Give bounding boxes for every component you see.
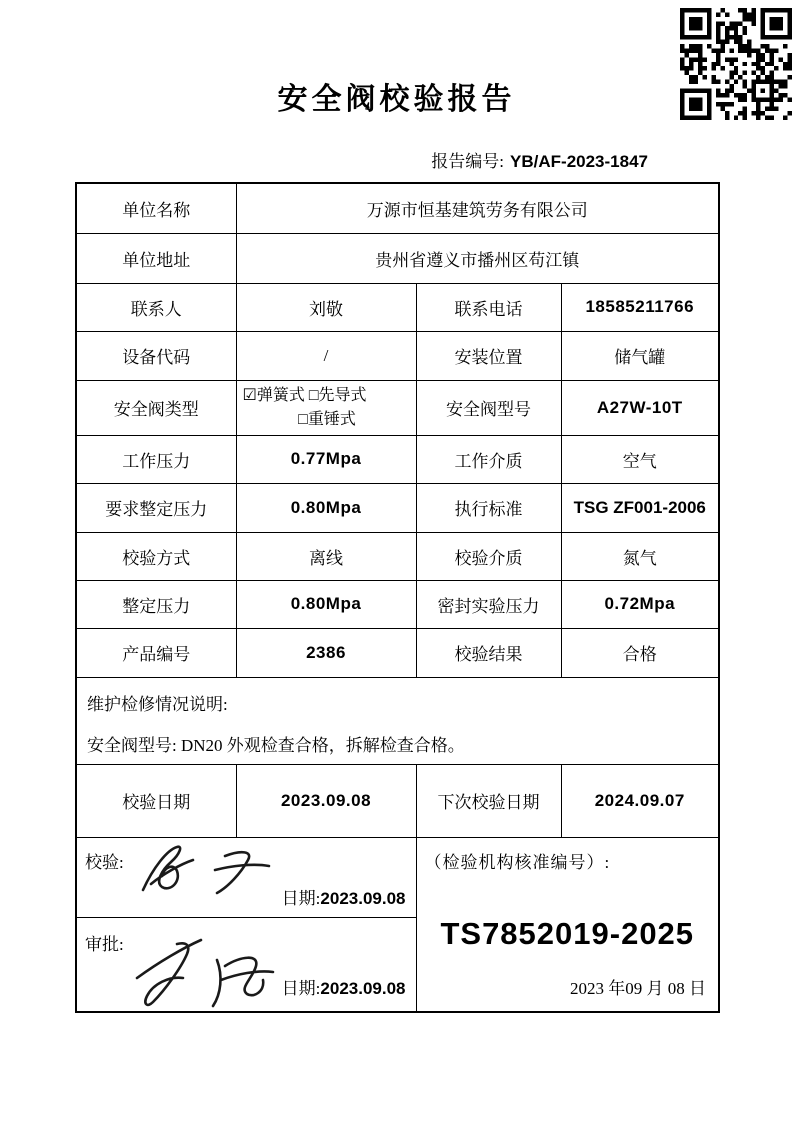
calibration-method-value: 离线 [236,532,416,580]
working-medium-label: 工作介质 [416,435,561,483]
row-required-set-pressure [76,483,719,532]
notes-content: 安全阀型号: DN20 外观检查合格，拆解检查合格。 [87,735,465,755]
approver-date: 日期:2023.09.08 [281,979,406,998]
standard-value: TSG ZF001-2006 [561,483,719,532]
report-table [75,182,720,1013]
result-label: 校验结果 [416,628,561,677]
valve-type-checkbox-line2: □重锤式 [298,410,356,428]
calibration-date-value: 2023.09.08 [236,764,416,837]
maintenance-notes [76,677,719,764]
approval-header: （检验机构核准编号）: [424,852,611,872]
row-product-no [76,628,719,677]
row-contact [76,283,719,331]
required-set-pressure-label: 要求整定压力 [76,483,236,532]
unit-address-label: 单位地址 [76,233,236,283]
next-calibration-date-label: 下次校验日期 [416,764,561,837]
row-calibrator-signature [76,837,719,917]
unit-address-value: 贵州省遵义市播州区苟江镇 [236,233,719,283]
unit-name-label: 单位名称 [76,183,236,233]
contact-label: 联系人 [76,283,236,331]
contact-value: 刘敬 [236,283,416,331]
install-location-value: 储气罐 [561,331,719,380]
equipment-code-label: 设备代码 [76,331,236,380]
set-pressure-value: 0.80Mpa [236,580,416,628]
report-number [431,147,648,172]
valve-model-value: A27W-10T [561,380,719,435]
unit-name-value: 万源市恒基建筑劳务有限公司 [236,183,719,233]
result-value: 合格 [561,628,719,677]
standard-label: 执行标准 [416,483,561,532]
working-pressure-value: 0.77Mpa [236,435,416,483]
phone-value: 18585211766 [561,283,719,331]
calibrator-label: 校验: [85,852,124,872]
approval-box [416,837,719,1012]
valve-model-label: 安全阀型号 [416,380,561,435]
install-location-label: 安装位置 [416,331,561,380]
row-valve-type [76,380,719,435]
row-calibration-method [76,532,719,580]
set-pressure-label: 整定压力 [76,580,236,628]
row-notes [76,677,719,764]
row-working-pressure [76,435,719,483]
page-title: 安全阀校验报告 [277,83,516,116]
approval-number: TS7852019-2025 [440,915,695,951]
working-pressure-label: 工作压力 [76,435,236,483]
row-set-pressure [76,580,719,628]
calibration-medium-value: 氮气 [561,532,719,580]
calibration-medium-label: 校验介质 [416,532,561,580]
report-number-value: YB/AF-2023-1847 [510,152,648,171]
report-number-label: 报告编号: [431,152,505,171]
calibrator-signature-cell [76,837,416,917]
valve-type-label: 安全阀类型 [76,380,236,435]
valve-type-options [236,380,416,435]
row-dates [76,764,719,837]
seal-test-pressure-label: 密封实验压力 [416,580,561,628]
working-medium-value: 空气 [561,435,719,483]
row-unit-name [76,183,719,233]
approver-label: 审批: [85,934,124,954]
calibration-method-label: 校验方式 [76,532,236,580]
required-set-pressure-value: 0.80Mpa [236,483,416,532]
row-equipment [76,331,719,380]
approver-signature [125,932,325,1012]
product-no-value: 2386 [236,628,416,677]
calibrator-date: 日期:2023.09.08 [281,888,406,908]
approval-date: 2023 年09 月 08 日 [570,979,706,998]
product-no-label: 产品编号 [76,628,236,677]
seal-test-pressure-value: 0.72Mpa [561,580,719,628]
valve-type-checkbox-line1: ☑弹簧式 □先导式 [242,386,367,404]
equipment-code-value: / [236,331,416,380]
phone-label: 联系电话 [416,283,561,331]
calibration-date-label: 校验日期 [76,764,236,837]
approver-signature-cell [76,917,416,1012]
row-unit-address [76,233,719,283]
next-calibration-date-value: 2024.09.07 [561,764,719,837]
notes-title: 维护检修情况说明: [87,694,228,714]
